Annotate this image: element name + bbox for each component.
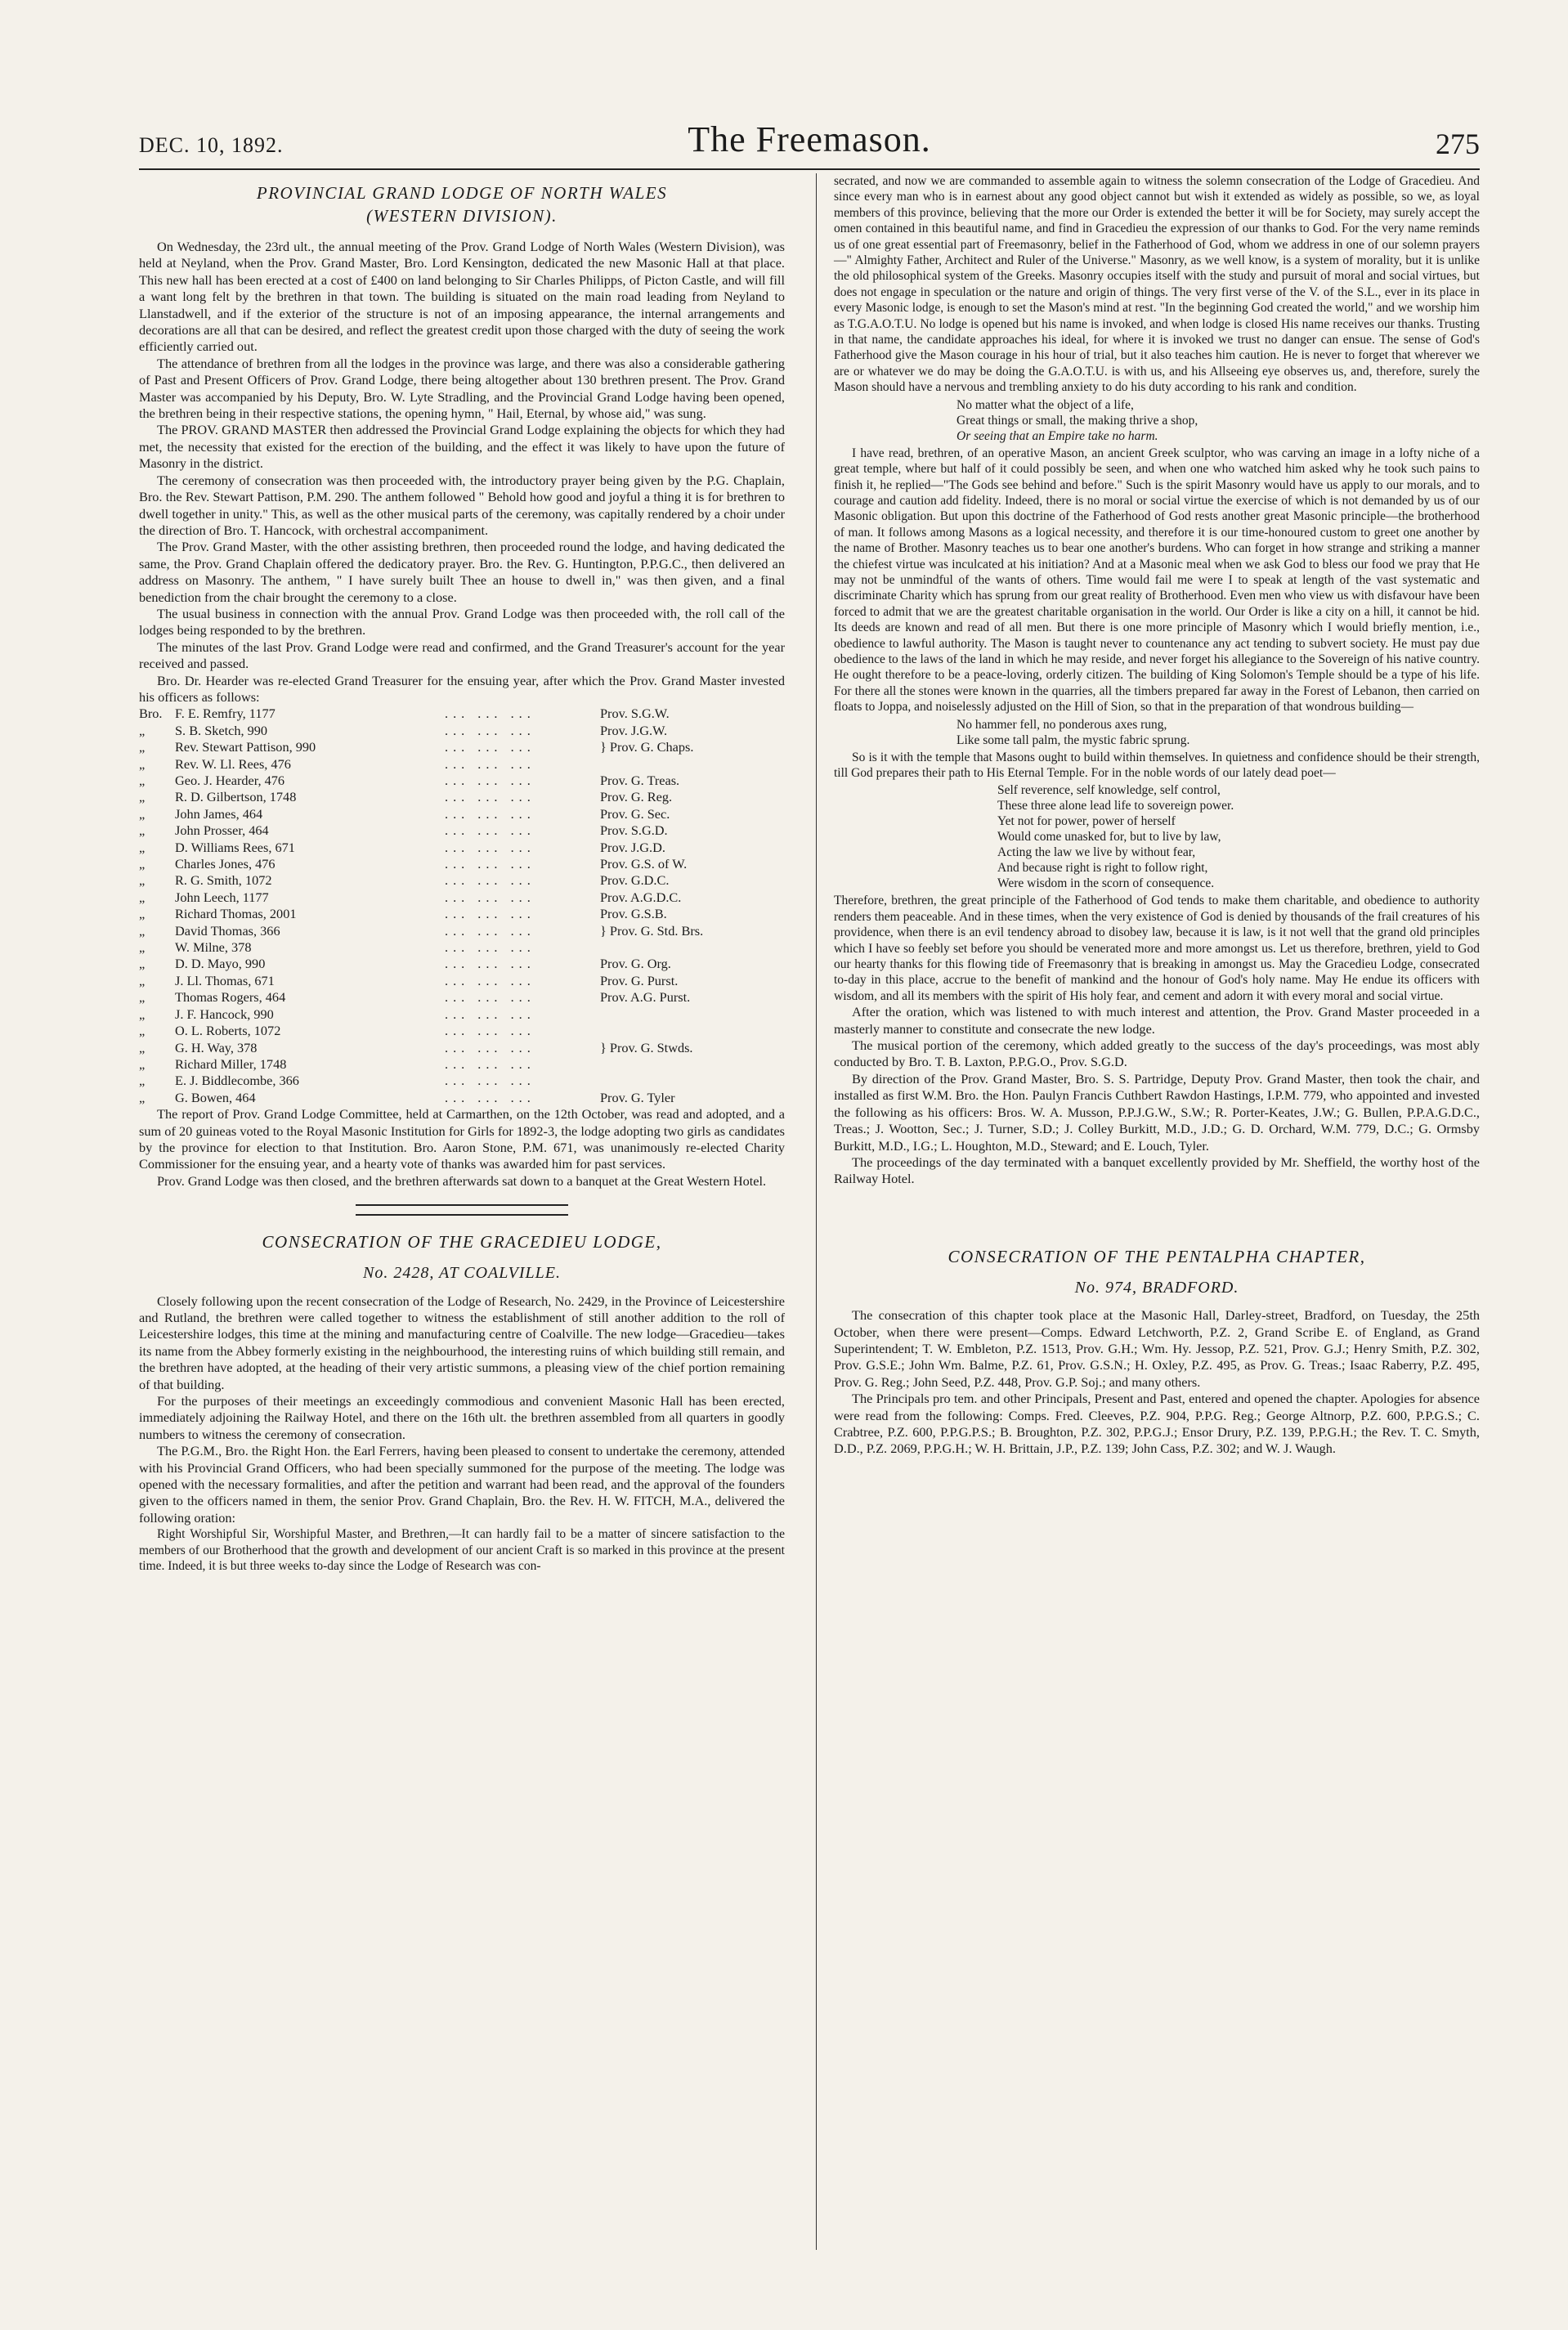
officer-name: G. Bowen, 464 xyxy=(175,1089,256,1105)
officer-row xyxy=(139,906,785,922)
article3-paragraph: The consecration of this chapter took place at the Masonic Hall, Darley-street, Bradford, on Tuesday, the 25th October, when there were present—Comps. Edward Letchworth, P.Z. 2, Grand Scribe E. of England, as Grand Superintendent; T. W. Embleton, P.Z. 1513, Prov. G.H.; Wm. Hy. Jessop, P.Z. 521, Prov. G.J.; Henry Smith, P.Z. 302, Prov. G.S.E.; John Wm. Balme, P.Z. 61, Prov. G.S.N.; H. Oxley, P.Z. 495, as Prov. G. Treas.; Isaac Raberry, P.Z. 495, Prov. G. Reg.; John Seed, P.Z. 448, Prov. G.P. Soj.; and many others. xyxy=(834,1307,1480,1390)
article3-paragraph: The Principals pro tem. and other Principals, Present and Past, entered and opened the chapter. Apologies for absence were read from the following: Comps. Fred. Cleeves, P.Z. 904, P.P.G. Reg.; George Altnorp, P.Z. 600, P.P.G.S.; C. Crabtree, P.Z. 600, P.P.G.P.S.; B. Broughton, P.Z. 302, P.P.G.J.; Ensor Drury, P.Z. 139, P.P.G.H.; the Rev. T. C. Smyth, D.D., P.Z. 2069, P.P.G.H.; W. H. Brittain, J.P., P.Z. 139; John Cass, P.Z. 302; and W. J. Waugh. xyxy=(834,1391,1480,1457)
officer-office: Prov. G.D.C. xyxy=(600,872,670,889)
left-column xyxy=(139,173,785,1575)
officer-office: Prov. G.S. of W. xyxy=(600,856,688,872)
officer-row xyxy=(139,1040,785,1056)
poem-quote-3: Self reverence, self knowledge, self control, These three alone lead life to sovereign power. Yet not for power, power of herself Would come unasked for, but to live by law, Acting the law we live by without fear, And because right is right to follow right, Were wisdom in the scorn of consequence. xyxy=(997,783,1234,891)
officer-prefix: Bro. xyxy=(139,706,163,722)
officer-office: } Prov. G. Std. Brs. xyxy=(600,922,704,939)
officer-office: Prov. G.S.B. xyxy=(600,906,667,922)
article1-paragraph: The usual business in connection with the annual Prov. Grand Lodge was then proceeded with, the roll call of the lodges being responded to by the brethren. xyxy=(139,605,785,639)
leader-dots: ... ... ... xyxy=(445,773,535,788)
article1-paragraph: The report of Prov. Grand Lodge Committee, held at Carmarthen, on the 12th October, was read and adopted, and a sum of 20 guineas voted to the Royal Masonic Institution for Girls for 1892-3, the lodge adopting two girls as candidates by the province for election to that Institution. Bro. Aaron Stone, P.M. 671, was unanimously re-elected Charity Commissioner for the ensuing year, and a hearty vote of thanks was awarded him for past services. xyxy=(139,1106,785,1172)
officer-name: John Leech, 1177 xyxy=(175,889,269,905)
leader-dots: ... ... ... xyxy=(445,956,535,972)
officer-row xyxy=(139,723,785,739)
officer-prefix: „ xyxy=(139,773,146,788)
officer-prefix: „ xyxy=(139,939,146,956)
officer-row xyxy=(139,872,785,889)
officer-prefix: „ xyxy=(139,889,146,905)
article1-paragraph: The attendance of brethren from all the lodges in the province was large, and there was also a considerable gathering of Past and Present Officers of Prov. Grand Lodge, there being altogether about 130 brethren present. The Prov. Grand Master was accompanied by his Deputy, Bro. W. Lyte Stradling, and the Provincial Grand Lodge having been opened, the brethren being in their respective stations, the opening hymn, " Hail, Eternal, by whose aid," was sung. xyxy=(139,355,785,422)
officer-name: J. F. Hancock, 990 xyxy=(175,1006,274,1022)
oration-paragraph: So is it with the temple that Masons ought to build within themselves. In quietness and confidence should be their strength, till God prepares their path to His Eternal Temple. For in the noble words of our lately dead poet— xyxy=(834,750,1480,780)
article1-paragraph: On Wednesday, the 23rd ult., the annual meeting of the Prov. Grand Lodge of North Wales (Western Division), was held at Neyland, when the Prov. Grand Master, Bro. Lord Kensington, dedicated the new Masonic Hall at that place. This new hall has been erected at a cost of £400 on land belonging to Sir Charles Philipps, of Picton Castle, and will fill a want long felt by the brethren in that town. The building is situated on the main road leading from Neyland to Llanstadwell, and if the exterior of the structure is not of an imposing appearance, the internal arrangements and decorations are all that can be desired, and reflect the greatest credit upon those charged with the duty of seeing the work efficiently carried out. xyxy=(139,239,785,355)
officer-prefix: „ xyxy=(139,789,146,805)
officer-row xyxy=(139,1023,785,1039)
officer-name: R. D. Gilbertson, 1748 xyxy=(175,789,297,805)
officer-row xyxy=(139,773,785,789)
officer-office xyxy=(600,939,785,956)
officer-row xyxy=(139,1073,785,1089)
poem-quote-2: No hammer fell, no ponderous axes rung, Like some tall palm, the mystic fabric sprung. xyxy=(956,717,1190,747)
officer-prefix: „ xyxy=(139,1089,146,1105)
article1-title: PROVINCIAL GRAND LODGE OF NORTH WALES (WESTERN DIVISION). xyxy=(256,183,668,226)
officer-prefix: „ xyxy=(139,972,146,988)
officer-prefix: „ xyxy=(139,989,146,1006)
officer-name: S. B. Sketch, 990 xyxy=(175,722,268,738)
officer-prefix: „ xyxy=(139,805,146,822)
officer-office: Prov. G. Org. xyxy=(600,956,671,972)
leader-dots: ... ... ... xyxy=(445,722,535,738)
leader-dots: ... ... ... xyxy=(445,1023,535,1039)
officer-row xyxy=(139,1006,785,1023)
officer-office: Prov. G. Reg. xyxy=(600,789,673,805)
poem-quote-1: No matter what the object of a life, Great things or small, the making thrive a shop, Or seeing that an Empire take no harm. xyxy=(956,397,1198,443)
officer-name: O. L. Roberts, 1072 xyxy=(175,1023,281,1039)
officer-office xyxy=(600,1006,785,1023)
leader-dots: ... ... ... xyxy=(445,1089,535,1105)
officer-row xyxy=(139,806,785,822)
officer-row xyxy=(139,989,785,1006)
officer-prefix: „ xyxy=(139,922,146,939)
article2-oration: Right Worshipful Sir, Worshipful Master, and Brethren,—It can hardly fail to be a matter of sincere satisfaction to the members of our Brotherhood that the growth and development of our ancient Craft is so marked in this province at the present time. Indeed, it is but three weeks to-day since the Lodge of Research was con- xyxy=(139,1527,785,1574)
officer-prefix: „ xyxy=(139,1006,146,1022)
officer-office: Prov. G. Sec. xyxy=(600,805,670,822)
officer-prefix: „ xyxy=(139,1055,146,1072)
officer-office: Prov. A.G.D.C. xyxy=(600,889,682,905)
masthead xyxy=(139,119,1480,168)
officer-name: Charles Jones, 476 xyxy=(175,856,276,872)
leader-dots: ... ... ... xyxy=(445,706,535,722)
leader-dots: ... ... ... xyxy=(445,906,535,922)
officer-row xyxy=(139,789,785,805)
leader-dots: ... ... ... xyxy=(445,922,535,939)
officer-name: John James, 464 xyxy=(175,805,263,822)
leader-dots: ... ... ... xyxy=(445,822,535,839)
officer-name: W. Milne, 378 xyxy=(175,939,252,956)
officer-name: F. E. Remfry, 1177 xyxy=(175,706,276,722)
article2-title: CONSECRATION OF THE GRACEDIEU LODGE, xyxy=(262,1232,662,1252)
officer-name: E. J. Biddlecombe, 366 xyxy=(175,1073,299,1089)
oration-paragraph: Therefore, brethren, the great principle of the Fatherhood of God tends to make them charitable, and obedience to authority renders them peaceable. And in these times, when the very existence of God is denied by thousands of the frail creatures of his providence, when there is an evil tendency abroad to disobey law, because it is law, is it not well that the grand old principles which I have so feebly set before you should be venerated more and more amongst us. Let us therefore, brethren, yield to God our hearty thanks for this flowing tide of Freemasonry that is breaking in amongst us. May the Gracedieu Lodge, consecrated to-day in this place, accrue to the benefit of mankind and the honour of God's holy name. May He endue its officers with wisdom, and all its members with the spirit of His holy fear, and cement and adorn it with every moral and social virtue. xyxy=(834,894,1480,1003)
officer-prefix: „ xyxy=(139,1039,146,1055)
officer-row xyxy=(139,706,785,722)
article1-paragraph: The Prov. Grand Master, with the other assisting brethren, then proceeded round the lodge, and having dedicated the same, the Prov. Grand Chaplain offered the dedicatory prayer. Bro. the Rev. G. Huntington, P.P.G.C., then delivered an address on Masonry. The anthem, " I have surely built Thee an house to dwell in," was then given, and a final benediction from the chair brought the ceremony to a close. xyxy=(139,539,785,605)
officer-row xyxy=(139,739,785,755)
officer-name: Geo. J. Hearder, 476 xyxy=(175,773,285,788)
officer-name: R. G. Smith, 1072 xyxy=(175,872,272,889)
leader-dots: ... ... ... xyxy=(445,789,535,805)
officer-row xyxy=(139,1090,785,1106)
officer-prefix: „ xyxy=(139,722,146,738)
officer-office: Prov. S.G.W. xyxy=(600,706,670,722)
leader-dots: ... ... ... xyxy=(445,889,535,905)
officer-office xyxy=(600,1056,785,1073)
article3-subtitle: No. 974, BRADFORD. xyxy=(1074,1278,1239,1297)
officer-row xyxy=(139,1056,785,1073)
officer-prefix: „ xyxy=(139,856,146,872)
officer-prefix: „ xyxy=(139,906,146,922)
article3-title: CONSECRATION OF THE PENTALPHA CHAPTER, xyxy=(948,1246,1366,1266)
officer-name: Thomas Rogers, 464 xyxy=(175,989,286,1006)
officer-prefix: „ xyxy=(139,1023,146,1039)
officer-name: David Thomas, 366 xyxy=(175,922,280,939)
officer-office: } Prov. G. Chaps. xyxy=(600,739,694,755)
officer-name: John Prosser, 464 xyxy=(175,822,269,839)
officer-office xyxy=(600,1023,785,1039)
article2-paragraph: For the purposes of their meetings an exceedingly commodious and convenient Masonic Hall has been erected, immediately adjoining the Railway Hotel, and there on the 16th ult. the brethren assembled from all quarters in goodly numbers to witness the ceremony of consecration. xyxy=(139,1393,785,1442)
officer-row xyxy=(139,923,785,939)
officer-office: Prov. G. Purst. xyxy=(600,972,679,988)
officer-row xyxy=(139,889,785,906)
officer-prefix: „ xyxy=(139,956,146,972)
leader-dots: ... ... ... xyxy=(445,739,535,755)
officer-prefix: „ xyxy=(139,822,146,839)
officer-name: Rev. W. Ll. Rees, 476 xyxy=(175,755,291,772)
article2-paragraph: After the oration, which was listened to with much interest and attention, the Prov. Grand Master proceeded in a masterly manner to constitute and consecrate the new lodge. xyxy=(834,1004,1480,1037)
officer-office: Prov. G. Treas. xyxy=(600,773,680,788)
officer-row xyxy=(139,756,785,773)
officer-row xyxy=(139,939,785,956)
officer-row xyxy=(139,956,785,972)
section-separator xyxy=(356,1204,568,1216)
column-divider xyxy=(816,173,817,2250)
article1-paragraph: The PROV. GRAND MASTER then addressed the Provincial Grand Lodge explaining the objects for which they had met, the necessity that existed for the erection of the building, and the effect it was likely to have upon the future of Masonry in the district. xyxy=(139,422,785,472)
officer-office: Prov. A.G. Purst. xyxy=(600,989,691,1006)
article2-paragraph: Closely following upon the recent consecration of the Lodge of Research, No. 2429, in the Province of Leicestershire and Rutland, the brethren were called together to witness the establishment of still another addition to the roll of Leicestershire lodges, this time at the mining and manufacturing centre of Coalville. The new lodge—Gracedieu—takes its name from the Abbey formerly existing in the neighbourhood, the interesting ruins of which building still remain, and the brethren have adopted, at the heading of their very artistic summons, a pleasing view of the chief portion remaining of that building. xyxy=(139,1293,785,1392)
leader-dots: ... ... ... xyxy=(445,972,535,988)
article2-subtitle: No. 2428, AT COALVILLE. xyxy=(363,1264,561,1283)
leader-dots: ... ... ... xyxy=(445,856,535,872)
officer-prefix: „ xyxy=(139,755,146,772)
leader-dots: ... ... ... xyxy=(445,939,535,956)
leader-dots: ... ... ... xyxy=(445,839,535,855)
officer-office xyxy=(600,756,785,773)
officer-office xyxy=(600,1073,785,1089)
officer-office: } Prov. G. Stwds. xyxy=(600,1039,693,1055)
leader-dots: ... ... ... xyxy=(445,755,535,772)
officer-name: D. Williams Rees, 671 xyxy=(175,839,295,855)
officer-name: Richard Thomas, 2001 xyxy=(175,906,297,922)
leader-dots: ... ... ... xyxy=(445,1006,535,1022)
leader-dots: ... ... ... xyxy=(445,872,535,889)
leader-dots: ... ... ... xyxy=(445,1055,535,1072)
page-number: 275 xyxy=(1436,128,1480,160)
officer-office: Prov. J.G.D. xyxy=(600,839,665,855)
officer-office: Prov. S.G.D. xyxy=(600,822,668,839)
officer-row xyxy=(139,822,785,839)
officer-prefix: „ xyxy=(139,1073,146,1089)
officer-name: Richard Miller, 1748 xyxy=(175,1055,287,1072)
officer-prefix: „ xyxy=(139,839,146,855)
article1-paragraph: The minutes of the last Prov. Grand Lodge were read and confirmed, and the Grand Treasurer's account for the year received and passed. xyxy=(139,639,785,672)
officers-list xyxy=(139,706,785,1106)
issue-date: DEC. 10, 1892. xyxy=(139,133,284,157)
officer-office: Prov. J.G.W. xyxy=(600,722,668,738)
article2-paragraph: The proceedings of the day terminated with a banquet excellently provided by Mr. Sheffield, the worthy host of the Railway Hotel. xyxy=(834,1154,1480,1187)
officer-name: J. Ll. Thomas, 671 xyxy=(175,972,275,988)
right-column xyxy=(834,173,1480,1458)
article1-paragraph: Prov. Grand Lodge was then closed, and the brethren afterwards sat down to a banquet at the Great Western Hotel. xyxy=(157,1172,767,1189)
officer-row xyxy=(139,856,785,872)
officer-prefix: „ xyxy=(139,872,146,889)
article2-paragraph: The musical portion of the ceremony, which added greatly to the success of the day's proceedings, was most ably conducted by Bro. T. B. Laxton, P.P.G.O., Prov. S.G.D. xyxy=(834,1037,1480,1070)
article1-paragraph: The ceremony of consecration was then proceeded with, the introductory prayer being given by the P.G. Chaplain, Bro. the Rev. Stewart Pattison, P.M. 290. The anthem followed " Behold how good and joyful a thing it is for brethren to dwell together in unity." This, as well as the other musical parts of the ceremony, was capitally rendered by a choir under the direction of Bro. T. Hancock, with orchestral accompaniment. xyxy=(139,472,785,538)
publication-title: The Freemason. xyxy=(688,119,931,159)
article2-paragraph: By direction of the Prov. Grand Master, Bro. S. S. Partridge, Deputy Prov. Grand Master, then took the chair, and installed as first W.M. Bro. the Hon. Paulyn Francis Cuthbert Rawdon Hastings, I.P.M. 779, who appointed and invested the following as his officers: Bros. W. A. Musson, P.P.J.G.W., S.W.; R. Porter-Keates, J.W.; G. Bullen, P.P.A.G.D.C., Treas.; J. Wootton, Sec.; J. Turner, S.D.; J. Colley Burkitt, M.D., J.D.; G. D. Orchard, W.M. 779, D.C.; G. Ormsby Burkitt, M.D., I.G.; L. Houghton, M.D., Steward; and E. Louch, Tyler. xyxy=(834,1070,1480,1154)
article2-paragraph: The P.G.M., Bro. the Right Hon. the Earl Ferrers, having been pleased to consent to undertake the ceremony, attended with his Provincial Grand Officers, who had been specially summoned for the purpose of the meeting. The lodge was opened with the necessary formalities, and after the petition and warrant had been read, and the approval of the founders given to the officers named in them, the senior Prov. Grand Chaplain, Bro. the Rev. H. W. FITCH, M.A., delivered the following oration: xyxy=(139,1443,785,1526)
officer-office: Prov. G. Tyler xyxy=(600,1089,675,1105)
leader-dots: ... ... ... xyxy=(445,1073,535,1089)
oration-paragraph: I have read, brethren, of an operative Mason, an ancient Greek sculptor, who was carving an image in a lofty niche of a great temple, where but half of it could possibly be seen, and when one who watched him asked why he took such pains to finish it, he replied—"The Gods see behind and before." Such is the spirit Masonry would have us apply to our morals, and to courage and caution add fidelity. Indeed, there is no moral or social virtue the exercise of which is not demanded by us of our Masonic obligation. But upon this doctrine of the Fatherhood of God rests another great Masonic principle—the brotherhood of man. It follows among Masons as a logical necessity, and therefore it is our time-honoured custom to greet one another by the name of Brother. Masonry teaches us to bear one another's burdens. Who can forget in how strange and striking a manner the chiefest virtue was inculcated at his initiation? And at a Masonic meal when we ask God to bless our food we pray that He may not be unmindful of the wants of others. Time would fail me were I to speak at length of the vast systematic and discriminate Charity which has sprung from our great reality of Brotherhood. Even men who view us with disfavour have been forced to admit that we are the greatest charitable organisation in the world. Our Order is like a city on a hill, it cannot be hid. Its deeds are known and read of all men. But there is one more principle of Masonry which I would briefly mention, i.e., obedience to lawful authority. The Mason is taught never to countenance any act tending to subvert society. He must pay due obedience to the laws of the land in which he may reside, and never forget his allegiance to the Sovereign of his native country. He ought therefore to be a peace-loving, orderly citizen. The building of King Solomon's Temple should be a type of his life. For there all the stones were known in the quarries, all the timbers prepared far away in the Forest of Lebanon, then carried on floats to Joppa, and noiselessly adjusted on the Hill of Sion, so that in the preparation of that wondrous building— xyxy=(834,446,1480,715)
article1-paragraph: Bro. Dr. Hearder was re-elected Grand Treasurer for the ensuing year, after which the Prov. Grand Master invested his officers as follows: xyxy=(139,672,785,705)
leader-dots: ... ... ... xyxy=(445,805,535,822)
officer-prefix: „ xyxy=(139,739,146,755)
officer-name: D. D. Mayo, 990 xyxy=(175,956,266,972)
leader-dots: ... ... ... xyxy=(445,989,535,1006)
officer-name: Rev. Stewart Pattison, 990 xyxy=(175,739,316,755)
officer-row xyxy=(139,973,785,989)
leader-dots: ... ... ... xyxy=(445,1039,535,1055)
oration-paragraph: secrated, and now we are commanded to assemble again to witness the solemn consecration of the Lodge of Gracedieu. And since every man who is in earnest about any good object cannot but wish it extended as widely as possible, so we, as loyal members of this province, believing that the more our Order is extended the better it will be for Society, may surely accept the omen contained in this beautiful name, and find in Gracedieu the expression of our thanks to God. For the very name reminds us of one great essential part of Freemasonry, belief in the Fatherhood of God, whom we address in one of our solemn prayers—" Almighty Father, Architect and Ruler of the Universe." Masonry, as we well know, is a system of morality, but it is unlike the old philosophical system of the Greeks. Masonry occupies itself with the study and pursuit of moral and social virtues, but does not engage in speculation or the nature and origin of things. The very first verse of the V. of the S.L., ever in its place in every Masonic lodge, is enough to set the Mason's mind at rest. "In the beginning God created the world," and we worship him as T.G.A.O.T.U. No lodge is opened but his name is invoked, and when lodge is closed His name receives our thanks. Trusting in that name, the candidate approaches his ideal, for where it is invoked we trust no danger can ensue. The sense of God's Fatherhood give the Mason courage in his hour of trial, but it also teaches him caution. He is never to forget that wherever we are or whatever we do may be doing the G.A.O.T.U. is with us, and his Allseeing eye observes us, and, therefore, surely the Mason should have a nervous and trembling anxiety to do his duty according to his rank and condition. xyxy=(834,174,1480,395)
officer-name: G. H. Way, 378 xyxy=(175,1039,258,1055)
masthead-rule xyxy=(139,168,1480,170)
officer-row xyxy=(139,840,785,856)
